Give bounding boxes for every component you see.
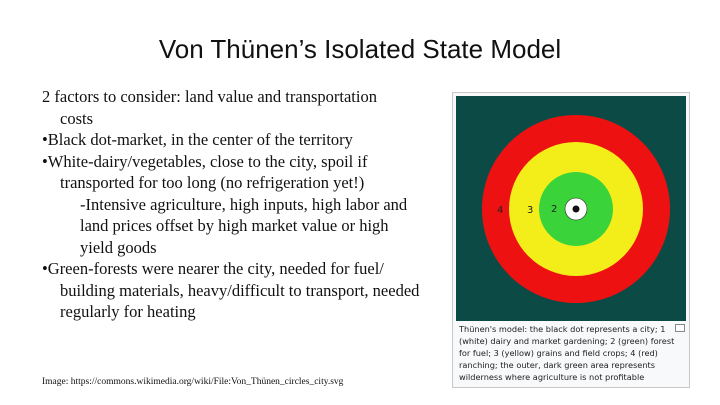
figure-caption: Thünen's model: the black dot represents a city; 1 (white) dairy and market gardening; 2 (green) forest for fuel; 3 (yellow) grains and field crops; 4 (red) ranching; the outer, dark green area represents wilderness where agriculture is not profitable	[459, 324, 675, 382]
slide-title: Von Thünen’s Isolated State Model	[158, 34, 562, 64]
ring-2-label: 2	[551, 204, 558, 215]
slide-body	[42, 86, 462, 323]
ring-4-label: 4	[497, 205, 504, 216]
ring-3-label: 3	[527, 205, 534, 216]
body-line: land prices offset by high market value or high	[80, 216, 389, 235]
city-dot	[573, 206, 580, 213]
sub-point-intensive: -Intensive agriculture, high inputs, high labor and	[80, 194, 408, 214]
body-line: transported for too long (no refrigeration yet!)	[60, 173, 365, 192]
bullet-green: •Green-forests were nearer the city, needed for fuel/	[42, 259, 384, 278]
body-line: costs	[60, 108, 93, 128]
body-line: building materials, heavy/difficult to transport, needed	[60, 280, 420, 300]
thunen-figure	[452, 92, 690, 388]
thunen-rings-diagram	[456, 96, 686, 321]
bullet-market: •Black dot-market, in the center of the territory	[42, 130, 353, 149]
body-line: regularly for heating	[60, 302, 196, 321]
bullet-white: •White-dairy/vegetables, close to the city, spoil if	[42, 151, 368, 171]
body-line: 2 factors to consider: land value and transportation	[42, 87, 377, 106]
body-line: yield goods	[80, 237, 157, 257]
image-credit: Image: https://commons.wikimedia.org/wiki/File:Von_Thünen_circles_city.svg	[42, 377, 344, 387]
